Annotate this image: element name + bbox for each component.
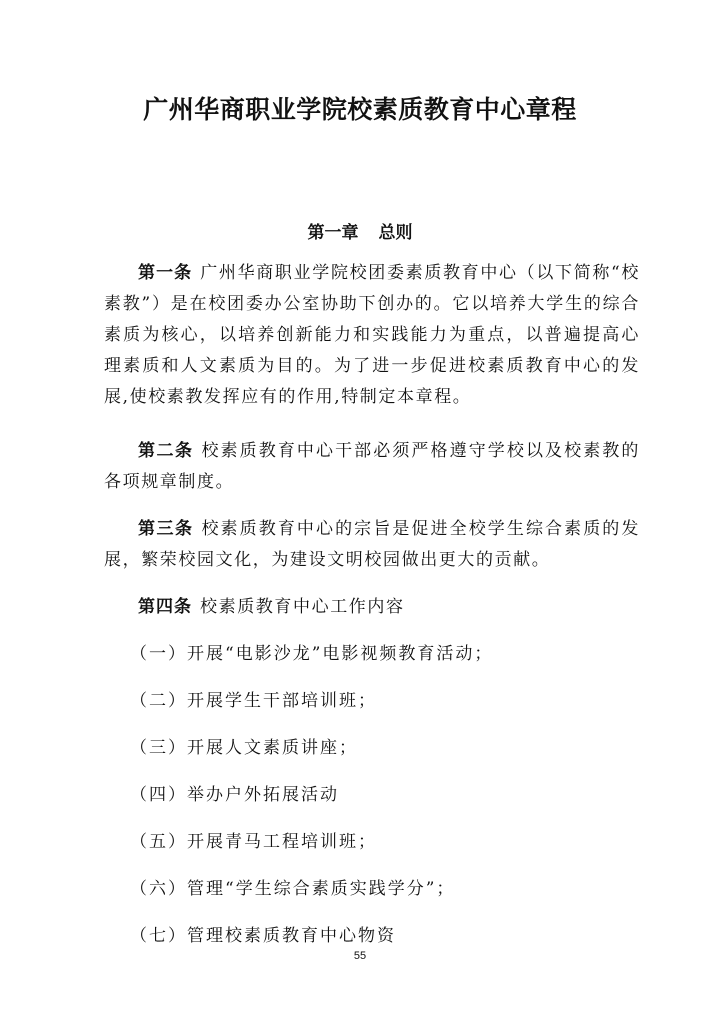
article-1-heading: 第一条 [138,263,193,283]
article-3-text: 校素质教育中心的宗旨是促进全校学生综合素质的发展，繁荣校园文化，为建设文明校园做出更大的贡献。 [104,519,640,570]
article-4-text: 校素质教育中心工作内容 [200,597,405,617]
article-4 [104,592,640,623]
list-item: （三）开展人文素质讲座； [130,738,358,758]
list-item: （五）开展青马工程培训班； [130,832,377,852]
chapter-name: 总则 [378,223,413,243]
article-3 [104,514,640,576]
article-2-text: 校素质教育中心干部必须严格遵守学校以及校素教的各项规章制度。 [104,441,640,492]
article-2-heading: 第二条 [138,441,194,461]
article-4-heading: 第四条 [138,597,192,617]
chapter-number: 第一章 [307,223,359,243]
list-item: （七）管理校素质教育中心物资 [130,926,396,946]
document-title: 广州华商职业学院校素质教育中心章程 [143,95,577,124]
list-item: （四）举办户外拓展活动 [130,785,339,805]
list-item: （二）开展学生干部培训班； [130,691,377,711]
article-2 [104,436,640,498]
chapter-heading [0,218,720,243]
page-number: 55 [353,950,367,962]
article-1-text: 广州华商职业学院校团委素质教育中心（以下简称“校素教”）是在校团委办公室协助下创办的。它以培养大学生的综合素质为核心，以培养创新能力和实践能力为重点，以普遍提高心理素质和人文素质为目的。为了进一步促进校素质教育中心的发展,使校素教发挥应有的作用,特制定本章程。 [104,263,641,407]
list-item: （六）管理“学生综合素质实践学分”； [130,879,456,899]
article-1 [104,258,640,413]
list-item: （一）开展“电影沙龙”电影视频教育活动； [130,644,494,664]
article-3-heading: 第三条 [138,519,194,539]
work-content-list [130,641,493,970]
